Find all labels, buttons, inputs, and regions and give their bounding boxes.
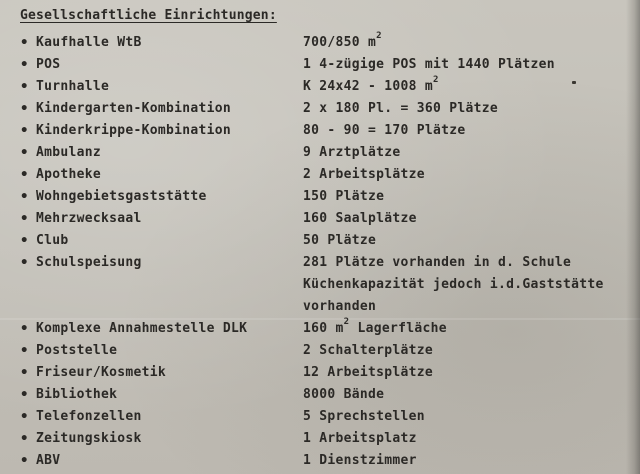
item-label: Bibliothek: [36, 387, 118, 402]
list-item: [0, 186, 640, 208]
item-value: [303, 98, 498, 120]
list-item: [0, 450, 640, 472]
list-item: [0, 274, 640, 296]
list-item: [0, 384, 640, 406]
item-value-text: 80 - 90 = 170 Plätze: [303, 123, 466, 138]
list-item: [0, 164, 640, 186]
list-item: [0, 406, 640, 428]
item-value: [303, 252, 571, 274]
item-label: Schulspeisung: [36, 255, 142, 270]
bullet-icon: •: [20, 57, 29, 73]
item-value-text: 1 4-zügige POS mit 1440 Plätzen: [303, 57, 555, 72]
item-value-text: 1 Arbeitsplatz: [303, 431, 417, 446]
bullet-icon: •: [20, 123, 29, 139]
item-label: Wohngebietsgaststätte: [36, 189, 207, 204]
item-label: Zeitungskiosk: [36, 431, 142, 446]
item-value: [303, 186, 384, 208]
item-value: [303, 318, 447, 340]
item-label: Apotheke: [36, 167, 102, 182]
item-value-text: 5 Sprechstellen: [303, 409, 425, 424]
item-label: Friseur/Kosmetik: [36, 365, 167, 380]
item-value: [303, 120, 466, 142]
unit-exponent: 2: [343, 317, 350, 327]
bullet-icon: •: [20, 365, 29, 381]
item-value-text: K 24x42 - 1008 m: [303, 79, 434, 94]
item-value: [303, 76, 439, 98]
bullet-icon: •: [20, 453, 29, 469]
list-item: [0, 32, 640, 54]
item-label: Club: [36, 233, 69, 248]
item-value-text: 9 Arztplätze: [303, 145, 401, 160]
item-label: Telefonzellen: [36, 409, 142, 424]
list-item: [0, 98, 640, 120]
bullet-icon: •: [20, 145, 29, 161]
item-value: [303, 230, 376, 252]
bullet-icon: •: [20, 387, 29, 403]
bullet-icon: •: [20, 321, 29, 337]
list-item: [0, 54, 640, 76]
list-item: [0, 208, 640, 230]
item-value: [303, 450, 417, 472]
item-value: [303, 296, 376, 318]
item-value: [303, 208, 417, 230]
bullet-icon: •: [20, 79, 29, 95]
item-value: [303, 340, 433, 362]
item-value: [303, 274, 604, 296]
unit-exponent: 2: [376, 31, 382, 41]
bullet-icon: •: [20, 409, 29, 425]
item-value-text: 160 Saalplätze: [303, 211, 417, 226]
item-label: Kinderkrippe-Kombination: [36, 123, 232, 138]
item-value-text: 160 m: [303, 321, 344, 336]
item-label: Poststelle: [36, 343, 118, 358]
bullet-icon: •: [20, 255, 29, 271]
item-value-text: 12 Arbeitsplätze: [303, 365, 434, 380]
list-item: [0, 120, 640, 142]
list-item: [0, 428, 640, 450]
item-label: Kaufhalle WtB: [36, 35, 142, 50]
bullet-icon: •: [20, 233, 29, 249]
bullet-icon: •: [20, 167, 29, 183]
list-item: [0, 362, 640, 384]
item-value-tail: Lagerfläche: [349, 321, 447, 336]
item-value: [303, 164, 425, 186]
item-value-text: 1 Dienstzimmer: [303, 453, 417, 468]
list-item: [0, 76, 640, 98]
unit-exponent: 2: [433, 75, 439, 85]
item-value: [303, 54, 555, 76]
bullet-icon: •: [20, 189, 29, 205]
item-value: [303, 406, 425, 428]
item-value-text: 8000 Bände: [303, 387, 385, 402]
list-item: [0, 252, 640, 274]
list-item: [0, 296, 640, 318]
item-label: Kindergarten-Kombination: [36, 101, 232, 116]
item-value-text: 150 Plätze: [303, 189, 385, 204]
list-item: [0, 142, 640, 164]
item-label: Ambulanz: [36, 145, 102, 160]
item-label: POS: [36, 57, 61, 72]
bullet-icon: •: [20, 35, 29, 51]
bullet-icon: •: [20, 211, 29, 227]
item-value: [303, 362, 433, 384]
item-value-text: 2 Schalterplätze: [303, 343, 434, 358]
section-heading: Gesellschaftliche Einrichtungen:: [20, 8, 277, 23]
item-label: ABV: [36, 453, 61, 468]
item-value: [303, 384, 384, 406]
item-value-text: Küchenkapazität jedoch i.d.Gaststätte: [303, 277, 604, 292]
list-item: [0, 230, 640, 252]
item-value: [303, 142, 401, 164]
item-value-text: 281 Plätze vorhanden in d. Schule: [303, 255, 572, 270]
list-item: [0, 318, 640, 340]
item-value-text: vorhanden: [303, 299, 377, 314]
bullet-icon: •: [20, 343, 29, 359]
bullet-icon: •: [20, 101, 29, 117]
item-value-text: 50 Plätze: [303, 233, 377, 248]
item-label: Mehrzwecksaal: [36, 211, 142, 226]
item-label: Komplexe Annahmestelle DLK: [36, 321, 248, 336]
list-item: [0, 340, 640, 362]
item-value: [303, 428, 417, 450]
bullet-icon: •: [20, 431, 29, 447]
item-value-text: 2 x 180 Pl. = 360 Plätze: [303, 101, 499, 116]
item-label: Turnhalle: [36, 79, 110, 94]
item-value-text: 2 Arbeitsplätze: [303, 167, 425, 182]
item-value-text: 700/850 m: [303, 35, 377, 50]
item-value: [303, 32, 382, 54]
